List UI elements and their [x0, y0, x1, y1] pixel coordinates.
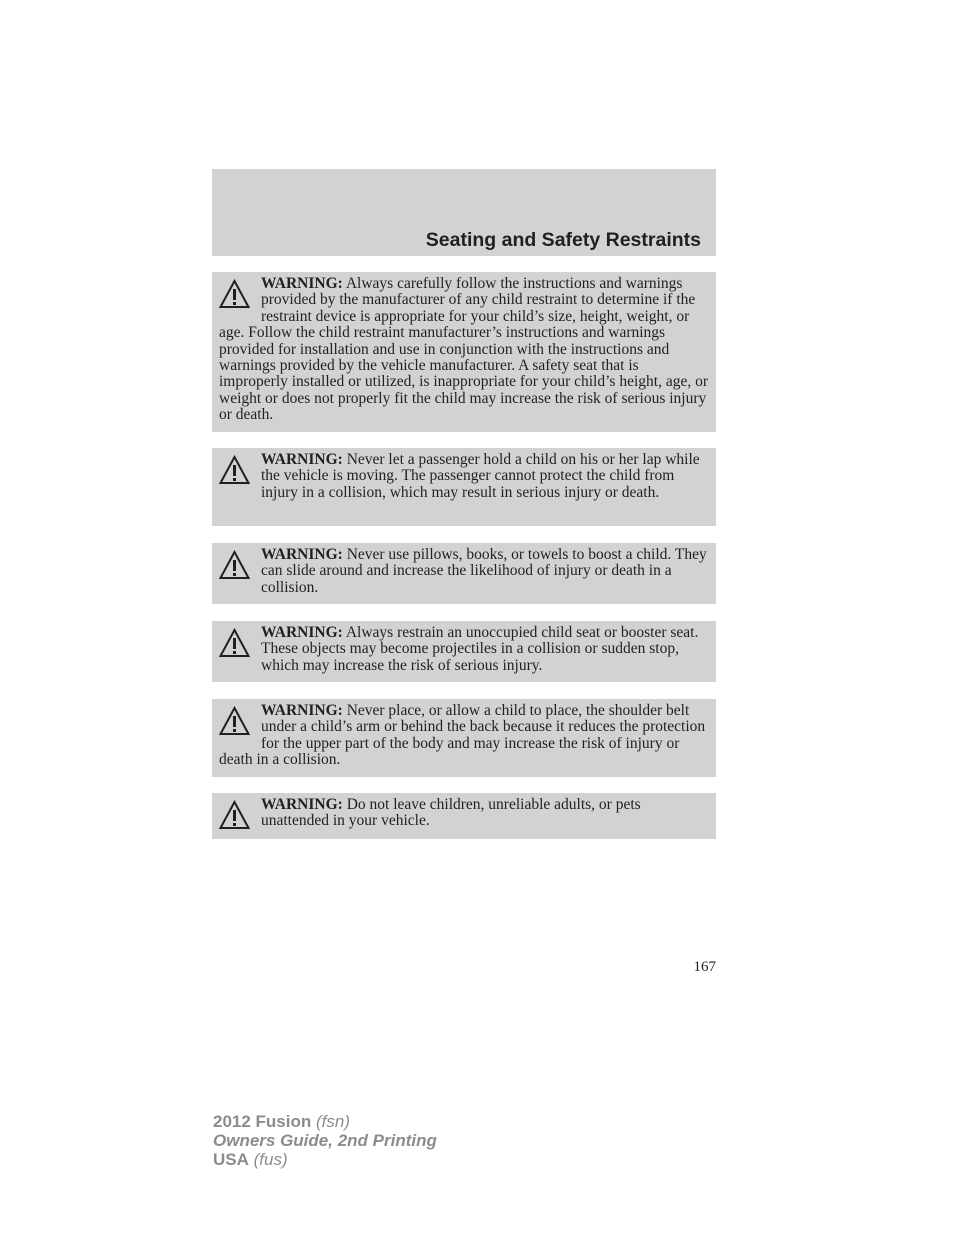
warning-label: WARNING:: [261, 796, 343, 813]
warning-text: [219, 703, 710, 769]
warning-label: WARNING:: [261, 702, 343, 719]
warning-text: [219, 797, 710, 830]
footer-market-code: (fus): [253, 1150, 288, 1169]
warning-box-6: [212, 793, 716, 839]
footer-model: 2012 Fusion: [213, 1112, 312, 1131]
warning-body: Never let a passenger hold a child on his or her lap while the vehicle is moving. The passenger cannot protect the child from injury in a collision, which may result in serious injury or death.: [261, 451, 700, 501]
warning-text: [219, 547, 710, 596]
section-header: [212, 169, 716, 256]
footer-model-code: (fsn): [316, 1112, 350, 1131]
footer-market-line: [213, 1150, 437, 1169]
warning-text: [219, 452, 710, 501]
warning-label: WARNING:: [261, 546, 343, 563]
warning-box-2: [212, 448, 716, 526]
warning-box-3: [212, 543, 716, 604]
warning-body: Do not leave children, unreliable adults, or pets unattended in your vehicle.: [261, 796, 641, 830]
warning-triangle-icon: [219, 706, 250, 736]
warning-label: WARNING:: [261, 275, 343, 292]
warning-triangle-icon: [219, 455, 250, 485]
warning-triangle-icon: [219, 628, 250, 658]
warning-box-4: [212, 621, 716, 682]
footer-model-line: [213, 1112, 437, 1131]
warning-triangle-icon: [219, 279, 250, 309]
warning-box-5: [212, 699, 716, 777]
warning-body: Always restrain an unoccupied child seat or booster seat. These objects may become projectiles in a collision or sudden stop, which may increase the risk of serious injury.: [261, 624, 699, 674]
warning-body: Never place, or allow a child to place, the shoulder belt under a child’s arm or behind the back because it reduces the protection for the upper part of the body and may increase the risk of injury or death in a collision.: [219, 702, 706, 769]
footer-market: USA: [213, 1150, 249, 1169]
footer-info: [213, 1112, 437, 1169]
footer-guide-line: Owners Guide, 2nd Printing: [213, 1131, 437, 1150]
warning-text: [219, 625, 710, 674]
section-title: Seating and Safety Restraints: [425, 229, 701, 251]
warning-text: [219, 276, 710, 424]
warning-label: WARNING:: [261, 624, 343, 641]
warning-triangle-icon: [219, 550, 250, 580]
warning-label: WARNING:: [261, 451, 343, 468]
warning-triangle-icon: [219, 800, 250, 830]
warning-box-1: [212, 272, 716, 432]
page-number: 167: [693, 959, 716, 975]
warning-body: Always carefully follow the instructions and warnings provided by the manufacturer of any child restraint to determine if the restraint device is appropriate for your child’s size, height, weight, or age. Follow the child restraint manufacturer’s instructions and warnings provided for installation and use in conjunction with the instructions and warnings provided by the vehicle manufacturer. A safety seat that is improperly installed or utilized, is inappropriate for your child’s height, age, or weight or does not properly fit the child may increase the risk of serious injury or death.: [219, 275, 708, 424]
warning-body: Never use pillows, books, or towels to boost a child. They can slide around and increase the likelihood of injury or death in a collision.: [261, 546, 707, 596]
